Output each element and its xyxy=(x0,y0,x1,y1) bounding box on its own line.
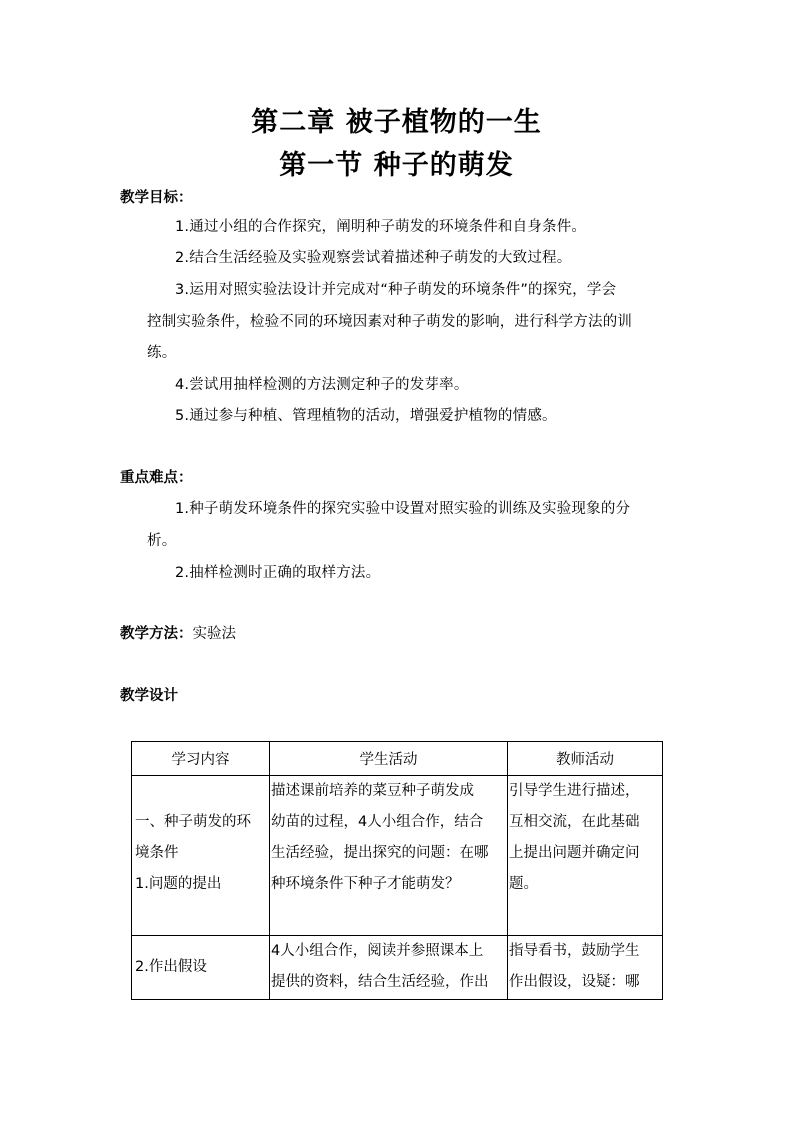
column-header: 教师活动 xyxy=(508,742,663,776)
cell-line: 一、种子萌发的环 xyxy=(135,814,251,830)
objective-line: 练。 xyxy=(147,345,177,361)
cell-line: 幼苗的过程，4人小组合作，结合 xyxy=(271,814,484,830)
key-point-line: 2.抽样检测时正确的取样方法。 xyxy=(175,565,381,581)
content-cell xyxy=(132,936,270,1000)
column-header: 学习内容 xyxy=(132,742,270,776)
key-point-line: 1.种子萌发环境条件的探究实验中设置对照实验的训练及实验现象的分 xyxy=(175,501,631,517)
teacher-activity-cell xyxy=(508,936,663,1000)
cell-line: 作出假设，设疑：哪 xyxy=(509,974,640,990)
cell-line: 题。 xyxy=(509,876,538,892)
column-header: 学生活动 xyxy=(270,742,508,776)
cell-line: 上提出问题并确定问 xyxy=(509,845,640,861)
method-value: 实验法 xyxy=(192,626,236,642)
method-heading: 教学方法： xyxy=(120,626,193,642)
student-activity-cell xyxy=(270,776,508,936)
cell-line: 引导学生进行描述， xyxy=(509,783,640,799)
table-header-row xyxy=(132,742,663,776)
cell-line: 2.作出假设 xyxy=(135,959,207,975)
cell-line: 1.问题的提出 xyxy=(135,876,222,892)
objective-line: 1.通过小组的合作探究，阐明种子萌发的环境条件和自身条件。 xyxy=(175,219,587,235)
cell-line xyxy=(135,776,269,807)
cell-line xyxy=(135,936,269,952)
objective-line: 5.通过参与种植、管理植物的活动，增强爱护植物的情感。 xyxy=(175,408,557,424)
objectives-heading: 教学目标： xyxy=(120,190,193,206)
cell-line: 4人小组合作，阅读并参照课本上 xyxy=(271,943,484,959)
chapter-title: 第二章 被子植物的一生 xyxy=(251,107,542,138)
method-row xyxy=(120,622,236,643)
cell-line: 生活经验，提出探究的问题：在哪 xyxy=(271,845,489,861)
cell-line: 种环境条件下种子才能萌发？ xyxy=(271,876,460,892)
table-row xyxy=(132,776,663,936)
cell-line: 描述课前培养的菜豆种子萌发成 xyxy=(271,783,474,799)
cell-line: 指导看书，鼓励学生 xyxy=(509,943,640,959)
student-activity-cell xyxy=(270,936,508,1000)
teacher-activity-cell xyxy=(508,776,663,936)
design-heading: 教学设计 xyxy=(120,688,178,704)
cell-line: 互相交流，在此基础 xyxy=(509,814,640,830)
section-title: 第一节 种子的萌发 xyxy=(279,150,514,181)
objective-line: 2.结合生活经验及实验观察尝试着描述种子萌发的大致过程。 xyxy=(175,250,572,266)
table-row xyxy=(132,936,663,1000)
teaching-design-table xyxy=(131,741,663,1000)
cell-line: 提供的资料，结合生活经验，作出 xyxy=(271,974,489,990)
cell-line: 境条件 xyxy=(135,845,179,861)
objective-line: 3.运用对照实验法设计并完成对“种子萌发的环境条件”的探究，学会 xyxy=(175,282,617,298)
objective-line: 控制实验条件，检验不同的环境因素对种子萌发的影响，进行科学方法的训 xyxy=(147,314,633,330)
content-cell xyxy=(132,776,270,936)
key-point-line: 析。 xyxy=(147,533,177,549)
objective-line: 4.尝试用抽样检测的方法测定种子的发芽率。 xyxy=(175,377,469,393)
key-points-heading: 重点难点： xyxy=(120,470,193,486)
